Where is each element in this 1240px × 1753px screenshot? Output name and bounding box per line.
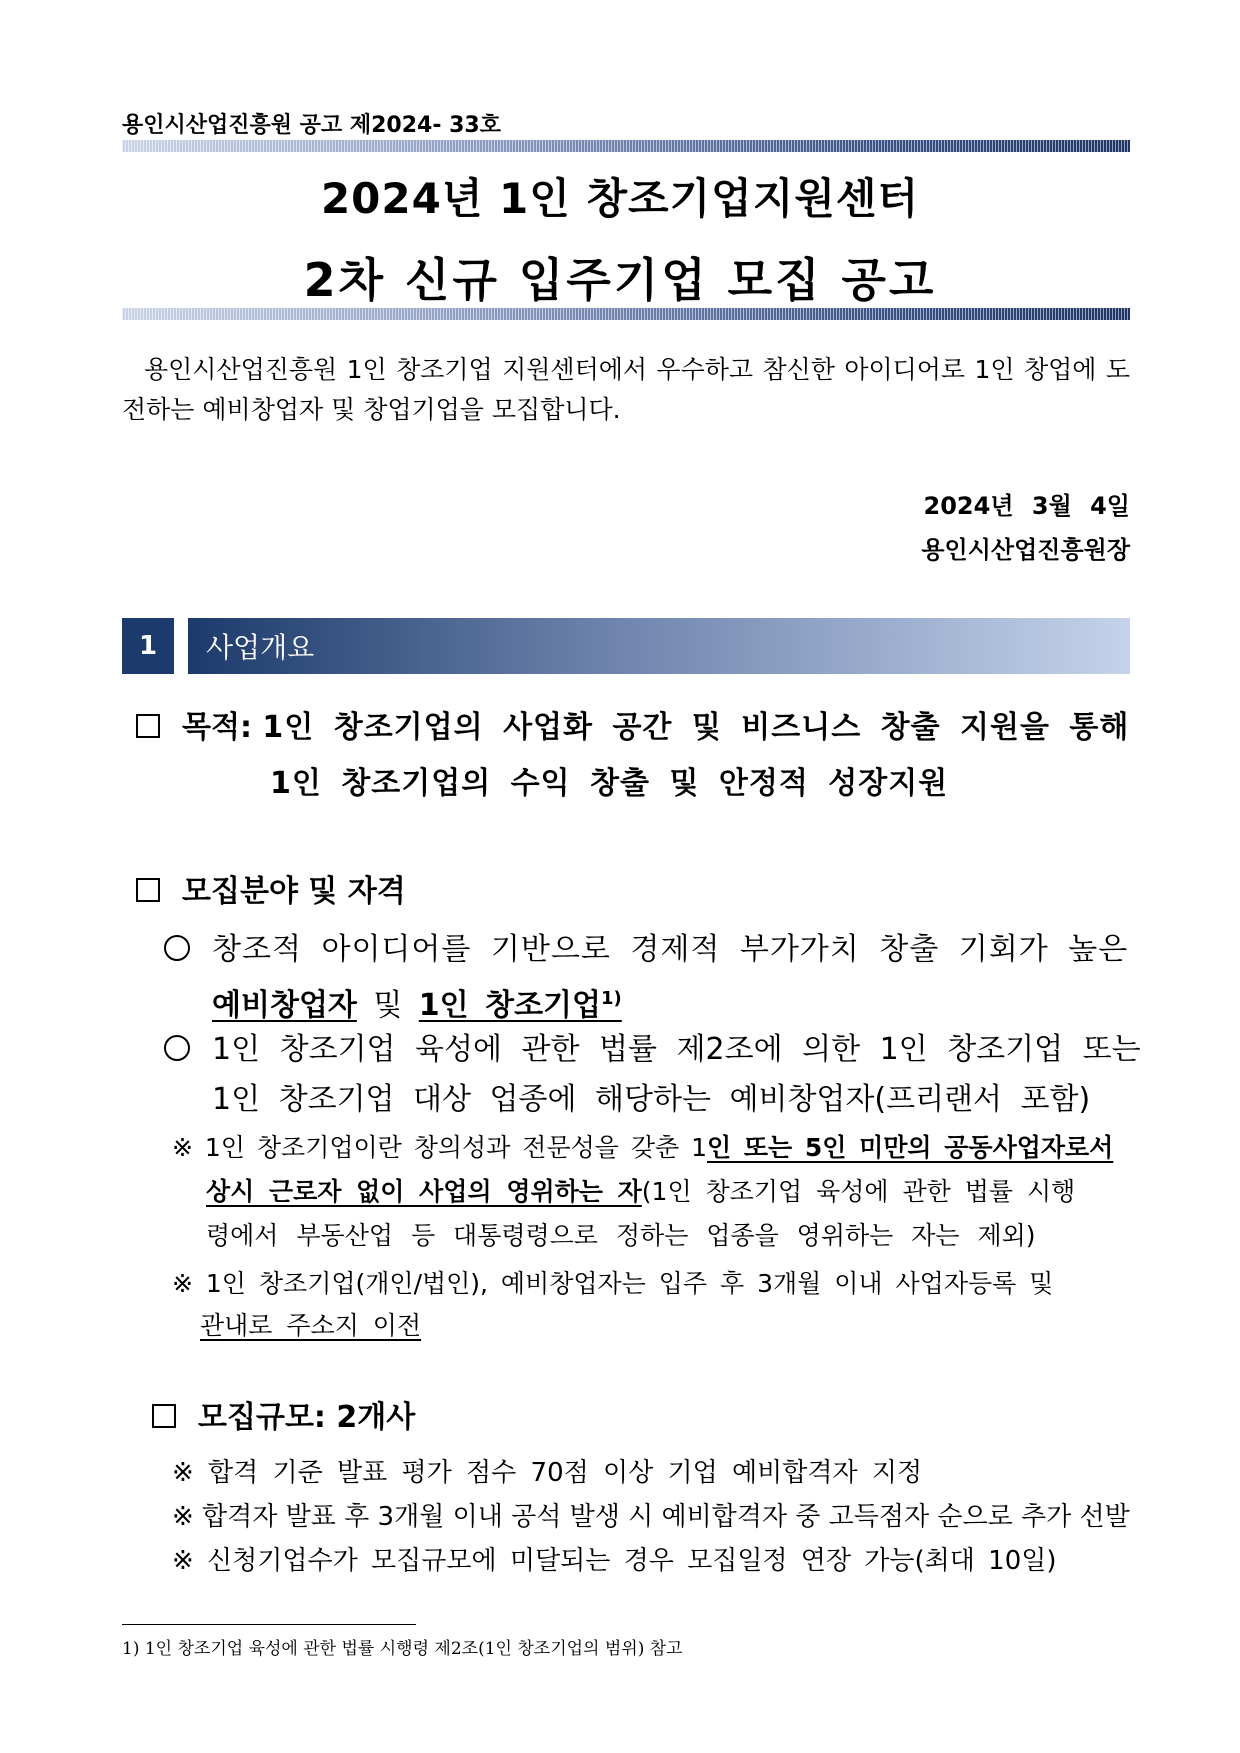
section-title: 사업개요 — [206, 631, 315, 664]
note-1-text-b: (1인 창조기업 육성에 관한 법률 시행 — [641, 1177, 1076, 1206]
note-2-line1 — [172, 1264, 1053, 1300]
purpose-item — [136, 702, 1129, 746]
eligibility-one-person — [419, 988, 622, 1023]
eligibility-heading — [136, 866, 406, 910]
scale-note: ※ 신청기업수가 모집규모에 미달되는 경우 모집일정 연장 가능(최대 10일) — [172, 1546, 1057, 1576]
note-2-text-a: 1인 창조기업(개인/법인), 예비창업자는 입주 후 3개월 이내 사업자등록 및 — [205, 1269, 1054, 1298]
reference-mark-icon: ※ — [172, 1133, 193, 1162]
note-2-line2 — [200, 1306, 421, 1342]
document-title-line1: 2024년 1인 창조기업지원센터 — [320, 174, 920, 223]
purpose-label: 목적: — [182, 710, 252, 745]
eligibility-prestartup: 예비창업자 — [212, 988, 357, 1023]
section-number: 1 — [122, 618, 174, 674]
note-1-text-a: 1인 창조기업이란 창의성과 전문성을 갖춘 1 — [204, 1133, 708, 1162]
circle-bullet-icon — [164, 1035, 190, 1061]
notice-number: 용인시산업진흥원 공고 제2024- 33호 — [122, 113, 501, 138]
section-title-bar — [188, 618, 1130, 674]
note-1-line3: 령에서 부동산업 등 대통령령으로 정하는 업종을 영위하는 자는 제외) — [206, 1221, 1036, 1250]
reference-mark-icon: ※ — [172, 1269, 193, 1298]
announcement-date: 2024년 3월 4일 — [923, 492, 1130, 520]
eligibility-one-person-text: 1인 창조기업 — [418, 988, 602, 1023]
checkbox-square-icon — [136, 878, 160, 902]
note-2-underline: 관내로 주소지 이전 — [200, 1311, 422, 1340]
eligibility-heading-text: 모집분야 및 자격 — [182, 874, 406, 909]
header-divider-top — [122, 140, 1130, 152]
scale-note: ※ 합격 기준 발표 평가 점수 70점 이상 기업 예비합격자 지정 — [172, 1458, 923, 1488]
scale-note: ※ 합격자 발표 후 3개월 이내 공석 발생 시 예비합격자 중 고득점자 순으로 추가 선발 — [172, 1502, 1130, 1532]
circle-bullet-icon — [164, 935, 190, 961]
note-1-underline-1: 인 또는 5인 미만의 공동사업자로서 — [707, 1133, 1114, 1162]
eligibility-item-2-line2: 1인 창조기업 대상 업종에 해당하는 예비창업자(프리랜서 포함) — [212, 1082, 1091, 1117]
eligibility-and: 및 — [373, 988, 403, 1023]
document-title-line2: 2차 신규 입주기업 모집 공고 — [303, 253, 937, 307]
eligibility-item-2 — [164, 1024, 1141, 1068]
footnote-ref: 1) — [601, 988, 622, 1009]
issuer-name: 용인시산업진흥원장 — [921, 536, 1130, 564]
purpose-line1: 1인 창조기업의 사업화 공간 및 비즈니스 창출 지원을 통해 — [262, 710, 1130, 745]
footnote-divider — [122, 1624, 416, 1625]
checkbox-square-icon — [152, 1404, 176, 1428]
note-1-line2 — [206, 1172, 1075, 1208]
eligibility-item-1-line2 — [212, 980, 622, 1024]
scale-heading-text: 모집규모: 2개사 — [198, 1400, 416, 1435]
scale-heading — [152, 1392, 415, 1436]
eligibility-item-1 — [164, 924, 1128, 968]
note-1-underline-2: 상시 근로자 없이 사업의 영위하는 자 — [206, 1177, 642, 1206]
header-divider-bottom — [122, 308, 1130, 320]
purpose-line2: 1인 창조기업의 수익 창출 및 안정적 성장지원 — [270, 766, 949, 801]
eligibility-item-1-line1: 창조적 아이디어를 기반으로 경제적 부가가치 창출 기회가 높은 — [212, 932, 1129, 967]
checkbox-square-icon — [136, 714, 160, 738]
footnote: 1) 1인 창조기업 육성에 관한 법률 시행령 제2조(1인 창조기업의 범위) 참고 — [122, 1639, 683, 1659]
note-1-line1 — [172, 1128, 1113, 1164]
intro-paragraph: 용인시산업진흥원 1인 창조기업 지원센터에서 우수하고 참신한 아이디어로 1인 창업에 도전하는 예비창업자 및 창업기업을 모집합니다. — [122, 355, 1130, 424]
eligibility-item-2-line1: 1인 창조기업 육성에 관한 법률 제2조에 의한 1인 창조기업 또는 — [212, 1032, 1141, 1067]
